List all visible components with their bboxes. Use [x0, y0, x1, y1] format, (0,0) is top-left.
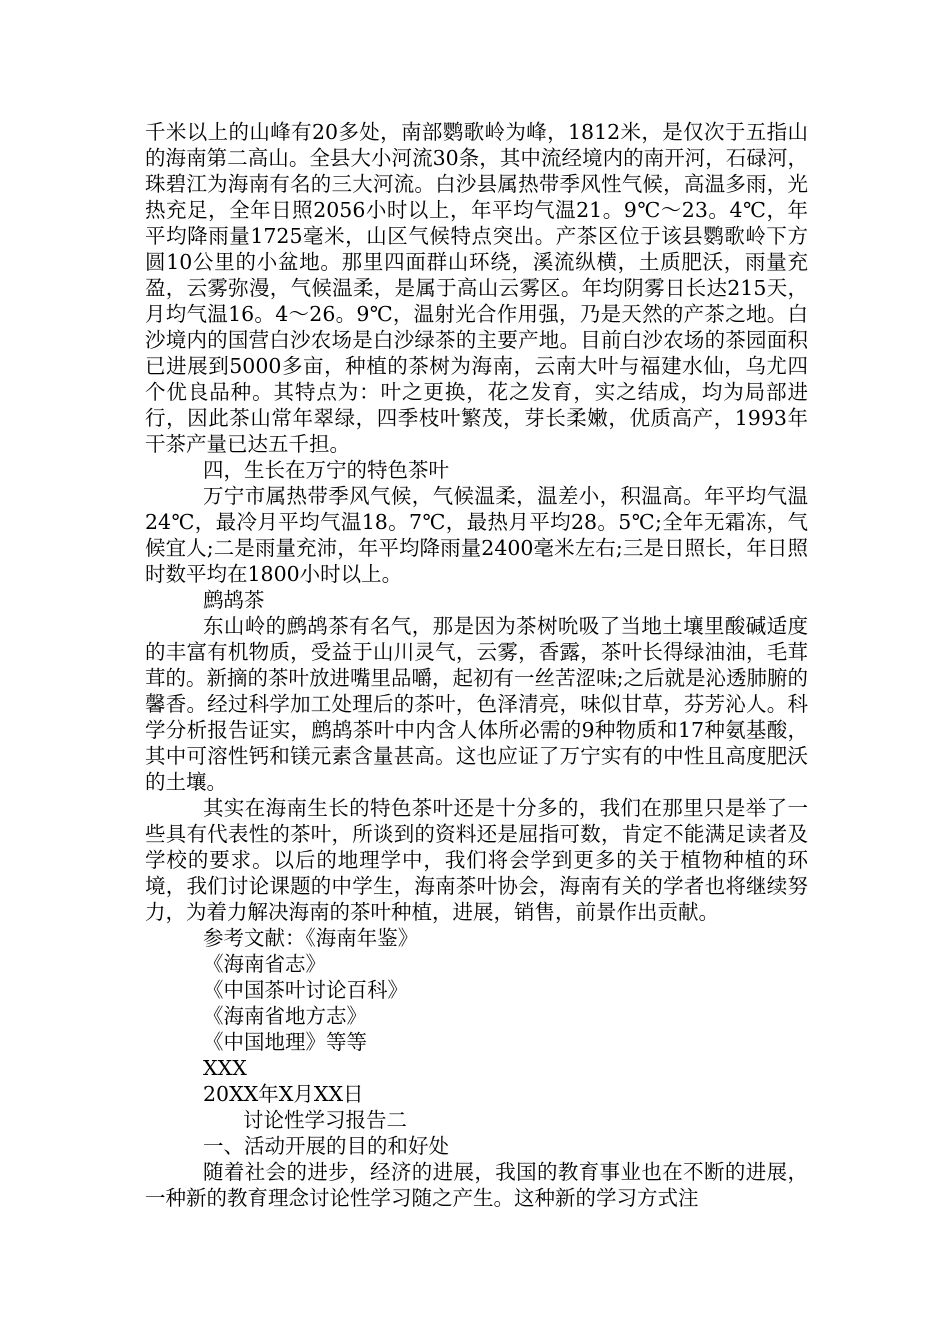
paragraph-wanning-climate: 万宁市属热带季风气候，气候温柔，温差小，积温高。年平均气温24℃，最冷月平均气温18。7℃，最热月平均28。5℃;全年无霜冻，气候宜人;二是雨量充沛，年平均降雨量2400毫米左右;三是日照长，年日照时数平均在1800小时以上。	[145, 484, 808, 586]
report-title: 讨论性学习报告二	[243, 1108, 407, 1132]
reference-item: 《海南省志》	[203, 952, 326, 976]
paragraph-zhegu-tea: 东山岭的鹧鸪茶有名气，那是因为茶树吮吸了当地土壤里酸碱适度的丰富有机物质，受益于山川灵气，云雾，香露，茶叶长得绿油油，毛茸茸的。新摘的茶叶放进嘴里品嚼，起初有一丝苦涩味;之后就是沁透肺腑的馨香。经过科学加工处理后的茶叶，色泽清亮，味似甘草，芬芳沁人。科学分析报告证实，鹧鸪茶叶中内含人体所必需的9种物质和17种氨基酸，其中可溶性钙和镁元素含量甚高。这也应证了万宁实有的中性且高度肥沃的土壤。	[145, 614, 808, 794]
reference-item: 《中国地理》等等	[203, 1030, 367, 1054]
paragraph-conclusion: 其实在海南生长的特色茶叶还是十分多的，我们在那里只是举了一些具有代表性的茶叶，所谈到的资料还是屈指可数，肯定不能满足读者及学校的要求。以后的地理学中，我们将会学到更多的关于植物种植的环境，我们讨论课题的中学生，海南茶叶协会，海南有关的学者也将继续努力，为着力解决海南的茶叶种植，进展，销售，前景作出贡献。	[145, 796, 808, 924]
document-page	[145, 119, 808, 1211]
section-heading-wanning: 四，生长在万宁的特色茶叶	[203, 458, 449, 482]
section-heading-purpose: 一、活动开展的目的和好处	[203, 1134, 449, 1158]
references-heading: 参考文献：《海南年鉴》	[203, 926, 419, 950]
paragraph-purpose: 随着社会的进步，经济的进展，我国的教育事业也在不断的进展，一种新的教育理念讨论性学习随之产生。这种新的学习方式注	[145, 1160, 808, 1210]
paragraph-baisha-geography: 千米以上的山峰有20多处，南部鹦歌岭为峰，1812米，是仅次于五指山的海南第二高山。全县大小河流30条，其中流经境内的南开河，石碌河，珠碧江为海南有名的三大河流。白沙县属热带季风性气候，高温多雨，光热充足，全年日照2056小时以上，年平均气温21。9℃～23。4℃，年平均降雨量1725毫米，山区气候特点突出。产茶区位于该县鹦歌岭下方圆10公里的小盆地。那里四面群山环绕，溪流纵横，土质肥沃，雨量充盈，云雾弥漫，气候温柔，是属于高山云雾区。年均阴雾日长达215天，月均气温16。4～26。9℃，温射光合作用强，乃是天然的产茶之地。白沙境内的国营白沙农场是白沙绿茶的主要产地。目前白沙农场的茶园面积已进展到5000多亩，种植的茶树为海南，云南大叶与福建水仙，乌尤四个优良品种。其特点为：叶之更换，花之发育，实之结成，均为局部进行，因此茶山常年翠绿，四季枝叶繁茂，芽长柔嫩，优质高产，1993年干茶产量已达五千担。	[145, 120, 808, 456]
reference-item: 《海南省地方志》	[203, 1004, 367, 1028]
reference-item: 《中国茶叶讨论百科》	[203, 978, 408, 1002]
author-name: XXX	[203, 1056, 247, 1080]
subheading-zhegu-tea: 鹧鸪茶	[203, 588, 265, 612]
document-date: 20XX年X月XX日	[203, 1082, 364, 1106]
